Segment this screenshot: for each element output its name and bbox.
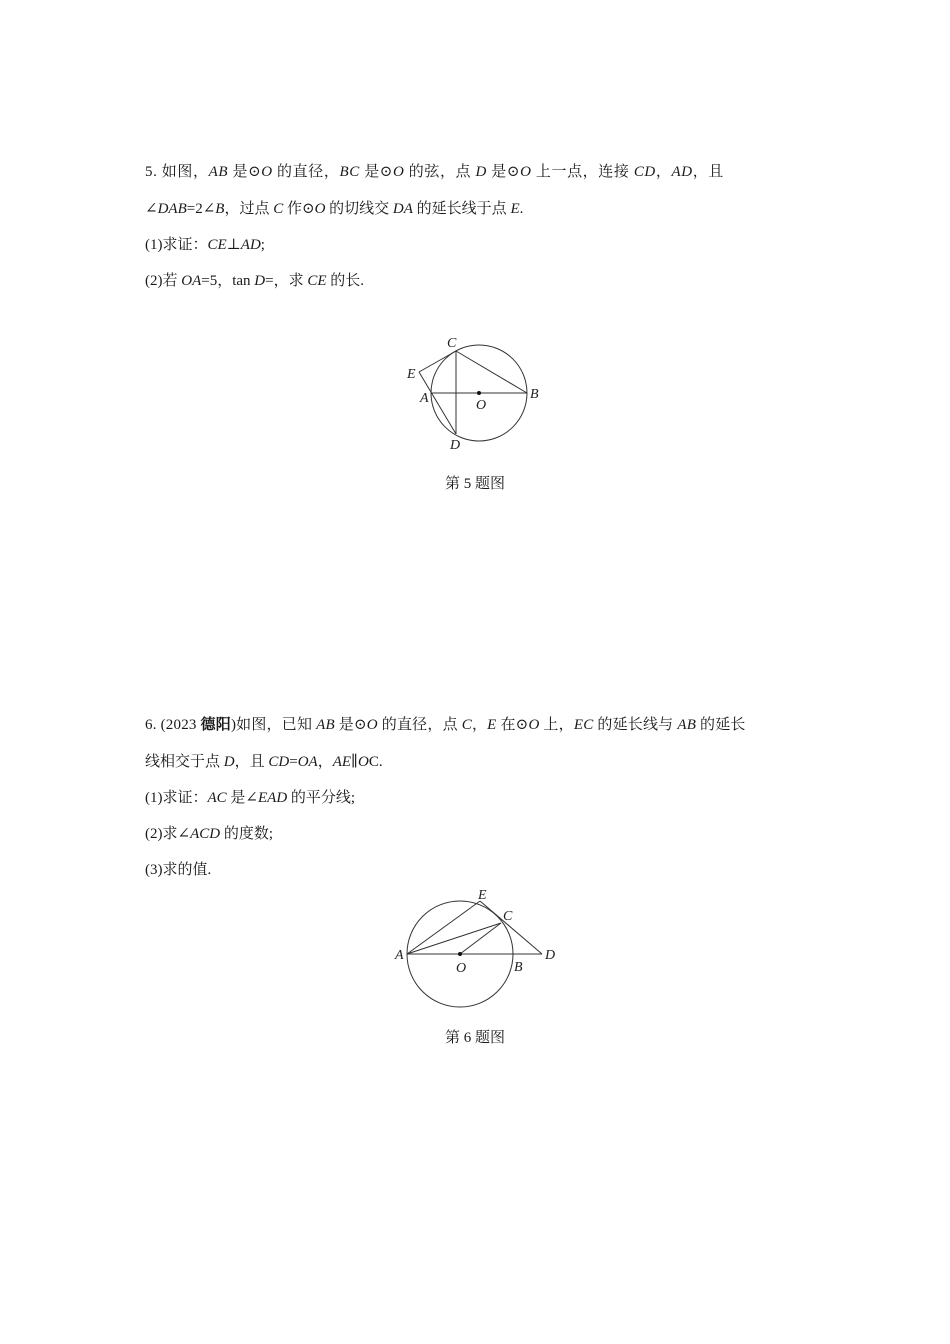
- math-oa: OA: [181, 273, 202, 289]
- label-b: B: [514, 960, 523, 975]
- segment-ac: [407, 923, 501, 954]
- math-o: O: [366, 717, 378, 733]
- figure-6-caption: 第 6 题图: [444, 1030, 505, 1046]
- label-c: C: [503, 909, 513, 924]
- text: (1)求证：: [145, 790, 208, 806]
- math-ac: AC: [207, 790, 227, 806]
- text: ，且: [234, 754, 269, 770]
- label-b: B: [530, 387, 539, 402]
- text: =: [289, 754, 298, 770]
- label-e: E: [407, 367, 416, 382]
- text: 的直径，点: [377, 717, 462, 733]
- math-ab: AB: [208, 164, 229, 180]
- text: )如图，已知: [230, 717, 317, 733]
- text: ∠: [145, 201, 158, 217]
- label-e: E: [478, 888, 487, 903]
- text: 作⊙: [283, 201, 315, 217]
- math-cd: CD: [633, 164, 656, 180]
- center-dot-o: [458, 952, 462, 956]
- math-d: D: [254, 273, 266, 289]
- text: (2)若: [145, 273, 182, 289]
- text: ，过点: [224, 201, 274, 217]
- text: 的延长: [696, 717, 746, 733]
- text: 5. 如图，: [145, 164, 209, 180]
- text: ;: [260, 237, 265, 253]
- text: 的长.: [326, 273, 365, 289]
- math-ab: AB: [316, 717, 335, 733]
- text: =2∠: [186, 201, 216, 217]
- text: 是⊙: [334, 717, 367, 733]
- text: C.: [368, 754, 383, 770]
- text: ，: [317, 754, 333, 770]
- text: 的延长线于点: [412, 201, 511, 217]
- text: ，: [655, 164, 672, 180]
- text: 线相交于点: [145, 754, 224, 770]
- text: 的延长线与: [593, 717, 678, 733]
- text: 是⊙: [228, 164, 262, 180]
- text: 在⊙: [496, 717, 529, 733]
- math-d: D: [475, 164, 487, 180]
- text: 是⊙: [359, 164, 393, 180]
- text: ∥: [351, 754, 358, 770]
- math-o: O: [261, 164, 273, 180]
- text: 的度数;: [220, 826, 273, 842]
- math-ae: AE: [332, 754, 352, 770]
- text: 上，: [539, 717, 574, 733]
- math-ab: AB: [677, 717, 697, 733]
- text: 的弦，点: [404, 164, 476, 180]
- math-c: C: [273, 201, 284, 217]
- text: 是⊙: [486, 164, 521, 180]
- math-ad: AD: [240, 237, 261, 253]
- text: 6. (2023: [145, 717, 201, 733]
- math-ce: CE: [307, 273, 327, 289]
- label-a: A: [420, 391, 429, 406]
- math-c: C: [461, 717, 472, 733]
- text: ⊥: [226, 237, 241, 253]
- math-da: DA: [392, 201, 413, 217]
- math-ead: EAD: [258, 790, 288, 806]
- text: 的平分线;: [287, 790, 356, 806]
- label-d: D: [450, 438, 461, 453]
- text: 的切线交: [325, 201, 393, 217]
- text: (2)求∠: [145, 826, 191, 842]
- source-label: 德阳: [200, 717, 231, 733]
- text: ，且: [692, 164, 724, 180]
- math-ad: AD: [671, 164, 693, 180]
- label-o: O: [456, 961, 467, 976]
- math-d: D: [223, 754, 235, 770]
- text: (1)求证：: [145, 237, 208, 253]
- text: 是∠: [226, 790, 258, 806]
- math-oa: OA: [297, 754, 318, 770]
- math-o: O: [357, 754, 369, 770]
- math-ce: CE: [207, 237, 227, 253]
- math-o: O: [528, 717, 540, 733]
- text: .: [519, 201, 524, 217]
- text: 的直径，: [272, 164, 340, 180]
- text: =5，tan: [201, 273, 255, 289]
- math-b: B: [215, 201, 225, 217]
- label-d: D: [545, 948, 556, 963]
- math-bc: BC: [339, 164, 360, 180]
- label-o: O: [476, 398, 487, 413]
- math-ec: EC: [573, 717, 594, 733]
- math-cd: CD: [268, 754, 290, 770]
- math-acd: ACD: [190, 826, 221, 842]
- segment-ae: [407, 901, 480, 954]
- math-dab: DAB: [157, 201, 187, 217]
- label-a: A: [395, 948, 404, 963]
- math-o: O: [520, 164, 532, 180]
- text: ，: [471, 717, 488, 733]
- math-o: O: [314, 201, 326, 217]
- text: =，求: [265, 273, 308, 289]
- text: (3)求的值.: [145, 862, 212, 878]
- math-o: O: [392, 164, 405, 180]
- figure-5-caption: 第 5 题图: [444, 476, 505, 492]
- text: 上一点，连接: [531, 164, 634, 180]
- segment-oc: [460, 923, 501, 954]
- label-c: C: [447, 336, 457, 351]
- math-e: E: [487, 717, 497, 733]
- math-e: E: [510, 201, 520, 217]
